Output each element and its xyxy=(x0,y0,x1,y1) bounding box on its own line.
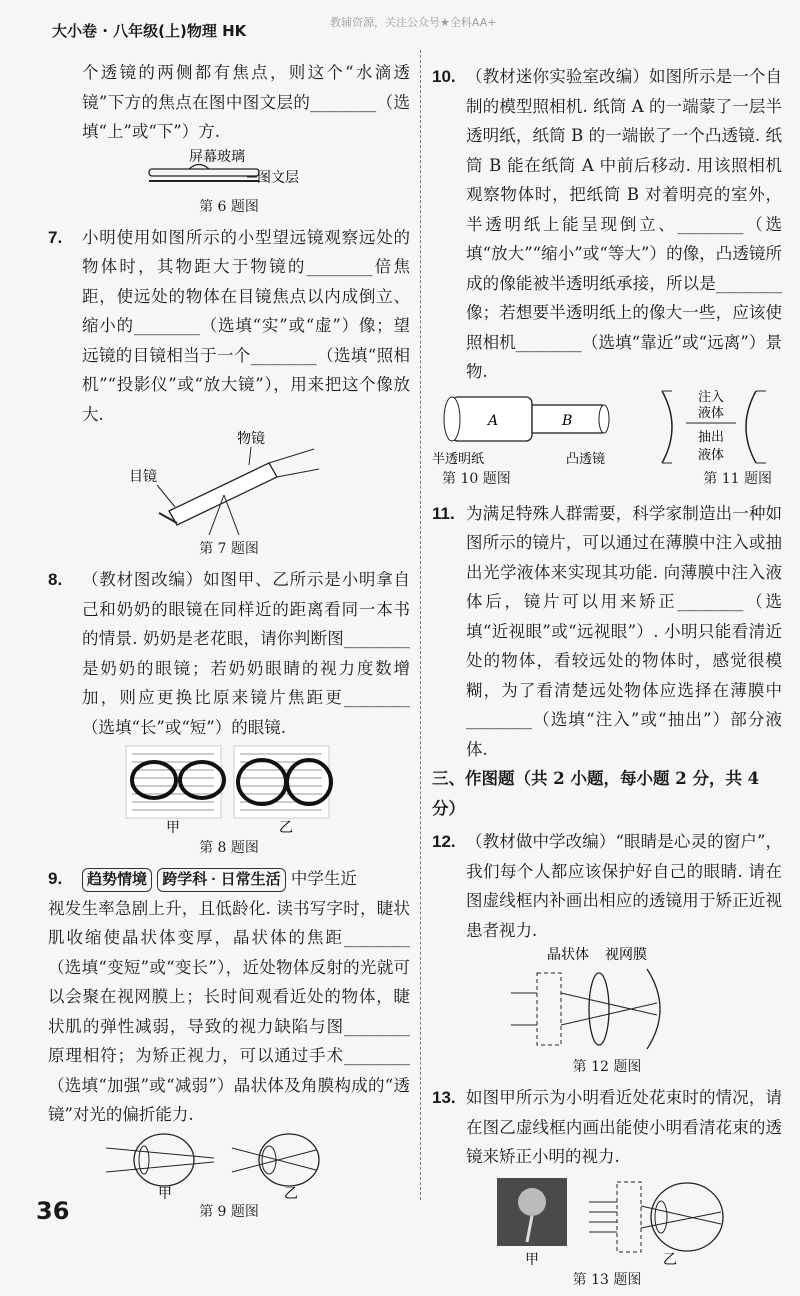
q8-text: （教材图改编）如图甲、乙所示是小明拿自己和奶奶的眼镜在同样近的距离看同一本书的情景. 奶奶是老花眼，请你判断图________是奶奶的眼镜；若奶奶眼睛的视力度数增加，则应更换比原来镜片焦距更________（选填“长”或“短”）的眼镜. xyxy=(82,570,410,737)
q7-number: 7. xyxy=(48,227,63,247)
q11-number: 11. xyxy=(432,503,455,523)
q9-text-lead: 中学生近 xyxy=(290,869,357,888)
q6-caption: 第 6 题图 xyxy=(199,198,259,215)
q13-text: 如图甲所示为小明看近处花束时的情况，请在图乙虚线框内画出能使小明看清花束的透镜来矫正小明的视力. xyxy=(466,1088,782,1166)
question-9 xyxy=(48,864,410,894)
column-divider xyxy=(420,50,421,1200)
left-column xyxy=(48,58,410,1228)
q11-text: 为满足特殊人群需要，科学家制造出一种如图所示的镜片，可以通过在薄膜中注入或抽出光学液体来实现其功能. 向薄膜中注入液体后，镜片可以用来矫正________（选填“近视眼”或“远视眼”）. 小明只能看清近处的物体，看较远处的物体时，感觉很模糊，为了看清楚远处物体应选择在薄膜中________（选填“注入”或“抽出”）部分液体. xyxy=(466,503,782,759)
q6-figure xyxy=(48,147,410,195)
q9-eye-figure xyxy=(48,1130,410,1200)
q10-q11-figures xyxy=(432,387,782,467)
tube-a-label: A xyxy=(488,412,499,429)
extract-label-1: 抽出 xyxy=(698,429,725,445)
q10-text: （教材迷你实验室改编）如图所示是一个自制的模型照相机. 纸筒 A 的一端蒙了一层半透明纸，纸筒 B 的一端嵌了一个凸透镜. 纸筒 B 能在纸筒 A 中前后移动. 用该照相机观察物体时，把纸筒 B 对着明亮的室外，半透明纸上能呈现倒立、________（选填“放大”“缩小”或“等大”）的像，凸透镜所成的像能被半透明纸承接，所以是________像；若想要半透明纸上的像大一些，应该使照相机________（选填“靠近”或“远离”）景物. xyxy=(466,67,782,381)
retina-label: 视网膜 xyxy=(605,947,647,963)
question-10 xyxy=(432,62,782,387)
q12-number: 12. xyxy=(432,832,456,851)
screen-glass-label: 屏幕玻璃 xyxy=(189,148,245,165)
page-number: 36 xyxy=(36,1197,70,1225)
q13-number: 13. xyxy=(432,1088,456,1107)
q6-continued-text: 个透镜的两侧都有焦点，则这个“水滴透镜”下方的焦点在图中图文层的________（选填“上”或“下”）方. xyxy=(82,63,410,141)
q12-caption: 第 12 题图 xyxy=(572,1059,642,1075)
q7-telescope-figure xyxy=(48,429,410,537)
crystalline-lens-label: 晶状体 xyxy=(547,947,589,963)
q10-camera-figure xyxy=(432,387,632,467)
cross-subject-tag: 跨学科 · 日常生活 xyxy=(157,868,285,892)
question-8 xyxy=(48,565,410,742)
q8-glasses-figure xyxy=(48,742,410,836)
q9-caption: 第 9 题图 xyxy=(199,1203,259,1220)
paper-label: 半透明纸 xyxy=(432,451,485,467)
fig13-yi-label: 乙 xyxy=(663,1251,677,1268)
text-layer-label: 图文层 xyxy=(257,169,299,186)
watermark: 教辅资源，关注公众号★全科AA+ xyxy=(330,16,497,29)
question-12 xyxy=(432,827,782,945)
inject-label-1: 注入 xyxy=(698,389,725,405)
book-header: 大小卷 · 八年级(上)物理 HK xyxy=(52,22,247,40)
fig9-jia-label: 甲 xyxy=(158,1185,172,1200)
fig9-yi-label: 乙 xyxy=(284,1185,298,1200)
q10-number: 10. xyxy=(432,67,456,86)
convex-lens-label: 凸透镜 xyxy=(566,451,606,467)
q11-caption: 第 11 题图 xyxy=(703,470,772,487)
q9-number: 9. xyxy=(48,869,63,888)
fig13-jia-label: 甲 xyxy=(525,1251,539,1268)
extract-label-2: 液体 xyxy=(698,447,725,463)
right-column xyxy=(432,58,782,1296)
question-13 xyxy=(432,1083,782,1172)
q13-figure xyxy=(432,1172,782,1268)
objective-label: 物镜 xyxy=(237,431,265,447)
tube-b-label: B xyxy=(562,412,573,429)
fig8-jia-label: 甲 xyxy=(166,820,180,836)
fig8-yi-label: 乙 xyxy=(279,820,293,836)
question-11 xyxy=(432,499,782,765)
inject-label-2: 液体 xyxy=(698,405,725,421)
q7-text: 小明使用如图所示的小型望远镜观察远处的物体时，其物距大于物镜的________倍焦距，使远处的物体在目镜焦点以内成倒立、缩小的________（选填“实”或“虚”）像；望远镜的目镜相当于一个________（选填“照相机”“投影仪”或“放大镜”），用来把这个像放大. xyxy=(82,227,410,424)
trend-tag: 趋势情境 xyxy=(82,868,152,892)
question-7 xyxy=(48,223,410,430)
q12-text: （教材做中学改编）“眼睛是心灵的窗户”，我们每个人都应该保护好自己的眼睛. 请在图虚线框内补画出相应的透镜用于矫正近视患者视力. xyxy=(466,832,782,940)
q12-figure xyxy=(432,945,782,1055)
q9-text: 视发生率急剧上升，且低龄化. 读书写字时，睫状肌收缩使晶状体变厚，晶状体的焦距________（选填“变短”或“变长”），近处物体反射的光就可以会聚在视网膜上；长时间观看近处的物体，睫状肌的弹性减弱，导致的视力缺陷与图________原理相符；为矫正视力，可以通过手术________（选填“加强”或“减弱”）晶状体及角膜构成的“透镜”对光的偏折能力. xyxy=(48,898,410,1124)
q8-caption: 第 8 题图 xyxy=(199,840,259,856)
q8-number: 8. xyxy=(48,570,63,589)
q11-lens-figure xyxy=(652,387,782,467)
eyepiece-label: 目镜 xyxy=(129,469,157,485)
q13-caption: 第 13 题图 xyxy=(572,1271,642,1288)
section-3-heading: 三、作图题（共 2 小题，每小题 2 分，共 4 分） xyxy=(432,769,760,818)
q7-caption: 第 7 题图 xyxy=(199,541,259,557)
q10-caption: 第 10 题图 xyxy=(442,470,511,487)
